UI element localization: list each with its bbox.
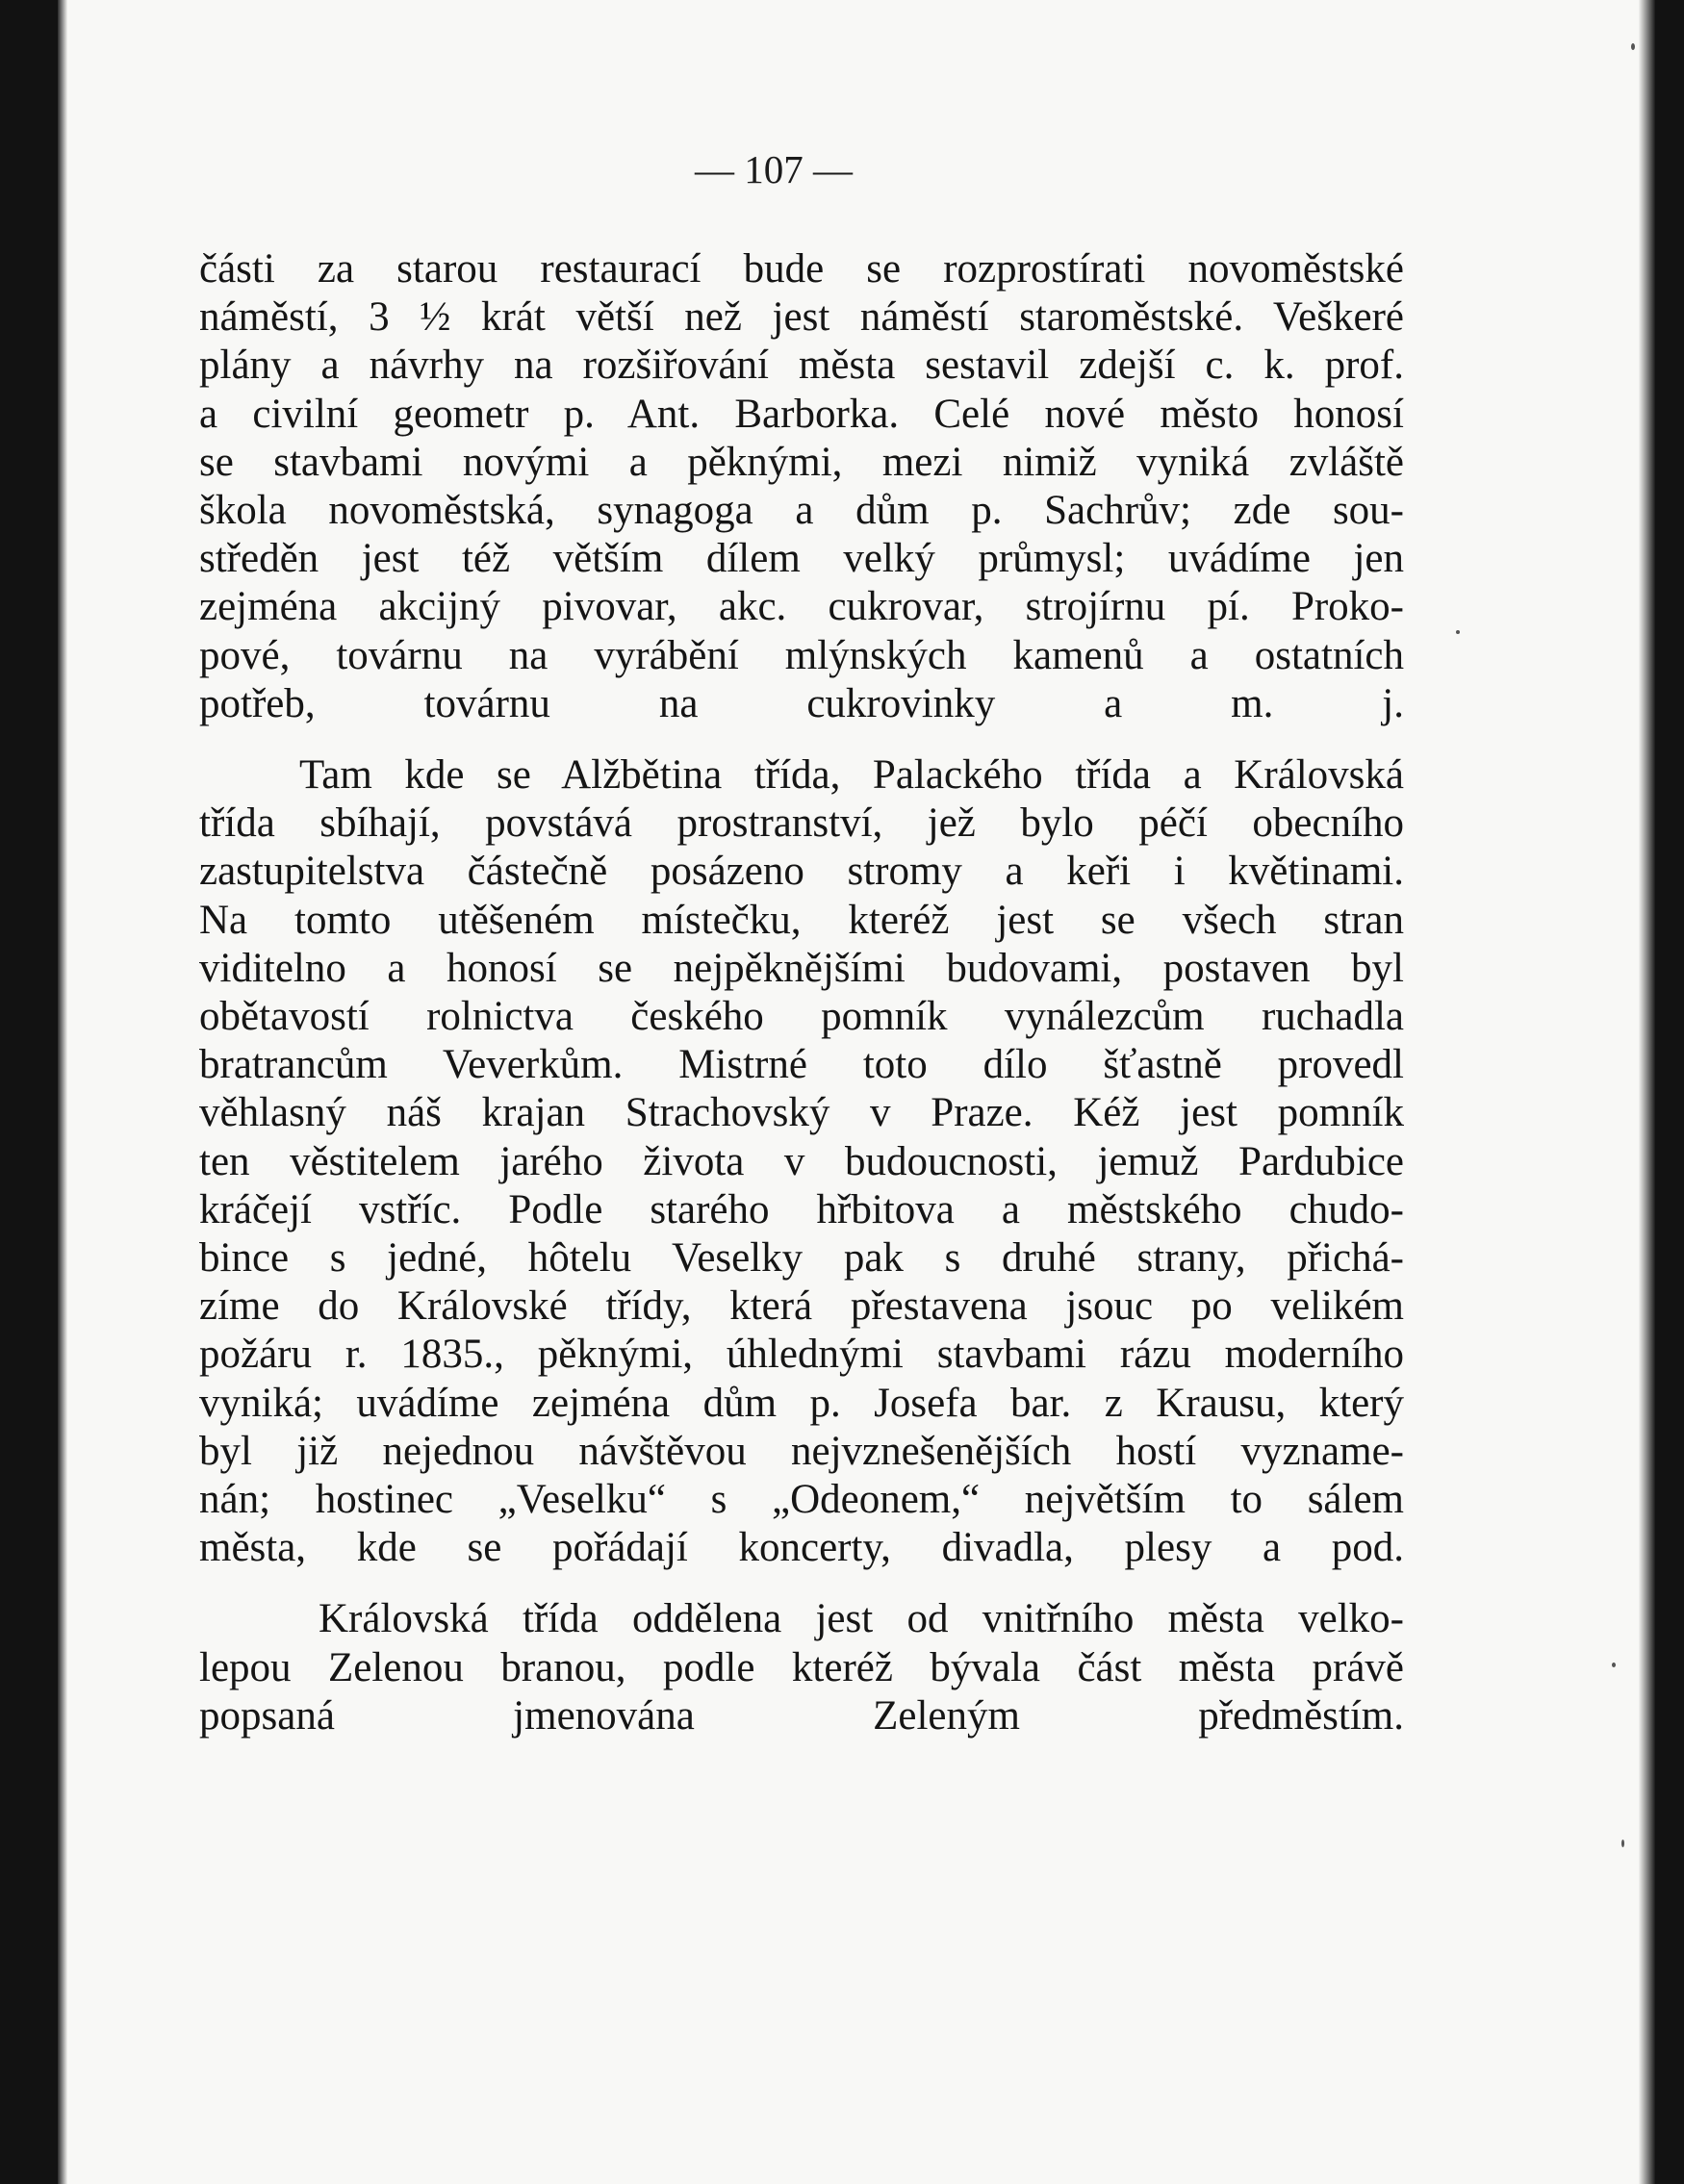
- text-line: Tam kde se Alžbětina třída, Palackého třída a Královská: [299, 752, 1404, 799]
- text-line: Na tomto utěšeném místečku, kteréž jest se všech stran: [199, 897, 1404, 943]
- text-line: popsaná jmenována Zeleným předměstím.: [199, 1692, 1404, 1739]
- page-left-edge: [58, 0, 67, 2184]
- text-line: zastupitelstva částečně posázeno stromy a keři i květinami.: [199, 849, 1404, 895]
- body-text: [199, 245, 1404, 1740]
- text-line: obětavostí rolnictva českého pomník vynálezcům ruchadla: [199, 994, 1404, 1040]
- ink-speck: [1621, 1840, 1624, 1847]
- text-line: města, kde se pořádají koncerty, divadla, plesy a pod.: [199, 1525, 1404, 1571]
- page-number: — 107 —: [695, 147, 853, 191]
- text-line: byl již nejednou návštěvou nejvznešenějších hostí vyzname-: [199, 1428, 1404, 1474]
- text-line: zejména akcijný pivovar, akc. cukrovar, strojírnu pí. Proko-: [199, 584, 1404, 630]
- text-line: ten věstitelem jarého života v budoucnosti, jemuž Pardubice: [199, 1138, 1404, 1184]
- text-line: požáru r. 1835., pěknými, úhlednými stavbami rázu moderního: [199, 1332, 1404, 1378]
- ink-speck: [1612, 1663, 1616, 1667]
- text-line: viditelno a honosí se nejpěknějšími budovami, postaven byl: [199, 945, 1404, 991]
- text-line: škola novoměstská, synagoga a dům p. Sachrův; zde sou-: [199, 488, 1404, 534]
- text-line: kráčejí vstříc. Podle starého hřbitova a městského chudo-: [199, 1186, 1404, 1232]
- text-line: středěn jest též větším dílem velký průmysl; uvádíme jen: [199, 536, 1404, 582]
- page-right-edge: [1639, 0, 1655, 2184]
- text-line: nán; hostinec „Veselku“ s „Odeonem,“ největším to sálem: [199, 1477, 1404, 1523]
- text-line: náměstí, 3 ½ krát větší než jest náměstí staroměstské. Veškeré: [199, 294, 1404, 341]
- text-line: lepou Zelenou branou, podle kteréž bývala část města právě: [199, 1644, 1404, 1690]
- paragraph-1: [199, 245, 1404, 728]
- paragraph-3: [199, 1595, 1404, 1740]
- text-line: bince s jedné, hôtelu Veselky pak s druhé strany, přichá-: [199, 1235, 1404, 1282]
- text-line: Královská třída oddělena jest od vnitřního města velko-: [319, 1596, 1404, 1642]
- text-line: věhlasný náš krajan Strachovský v Praze. Kéž jest pomník: [199, 1090, 1404, 1136]
- text-line: plány a návrhy na rozšiřování města sestavil zdejší c. k. prof.: [199, 343, 1404, 389]
- text-line: potřeb, továrnu na cukrovinky a m. j.: [199, 680, 1404, 726]
- text-line: vyniká; uvádíme zejména dům p. Josefa bar. z Krausu, který: [199, 1380, 1404, 1426]
- paragraph-2: [199, 751, 1404, 1572]
- text-line: zíme do Královské třídy, která přestavena jsouc po velikém: [199, 1283, 1404, 1330]
- text-line: a civilní geometr p. Ant. Barborka. Celé nové město honosí: [199, 391, 1404, 437]
- text-line: části za starou restaurací bude se rozprostírati novoměstské: [199, 246, 1404, 292]
- text-line: bratrancům Veverkům. Mistrné toto dílo šťastně provedl: [199, 1042, 1404, 1088]
- text-line: třída sbíhají, povstává prostranství, jež bylo péčí obecního: [199, 800, 1404, 847]
- ink-speck: [1456, 630, 1460, 634]
- text-line: pové, továrnu na vyrábění mlýnských kamenů a ostatních: [199, 632, 1404, 678]
- text-line: se stavbami novými a pěknými, mezi nimiž vyniká zvláště: [199, 439, 1404, 485]
- ink-speck: [1631, 43, 1635, 50]
